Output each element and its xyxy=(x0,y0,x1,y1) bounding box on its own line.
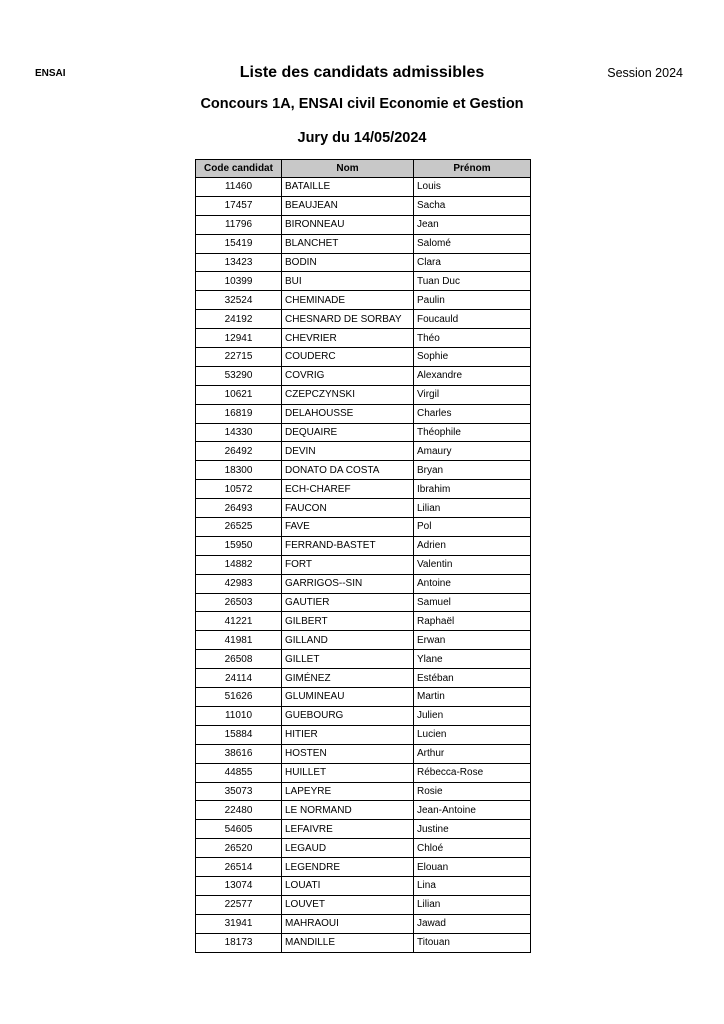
candidate-prenom: Rébecca-Rose xyxy=(414,763,531,782)
candidate-code: 26503 xyxy=(196,593,282,612)
candidate-code: 11796 xyxy=(196,215,282,234)
table-row xyxy=(196,385,531,404)
candidate-prenom: Samuel xyxy=(414,593,531,612)
candidate-code: 26525 xyxy=(196,518,282,537)
candidate-nom: GILLET xyxy=(282,650,414,669)
candidate-code: 42983 xyxy=(196,574,282,593)
candidate-nom: BLANCHET xyxy=(282,234,414,253)
column-header-code: Code candidat xyxy=(196,160,282,178)
candidate-nom: MAHRAOUI xyxy=(282,914,414,933)
candidate-nom: ECH-CHAREF xyxy=(282,480,414,499)
candidate-code: 35073 xyxy=(196,782,282,801)
candidate-code: 38616 xyxy=(196,744,282,763)
candidate-code: 14330 xyxy=(196,423,282,442)
table-row xyxy=(196,291,531,310)
candidate-prenom: Tuan Duc xyxy=(414,272,531,291)
candidate-code: 15884 xyxy=(196,725,282,744)
candidate-nom: LOUATI xyxy=(282,876,414,895)
candidate-code: 26508 xyxy=(196,650,282,669)
table-row xyxy=(196,574,531,593)
candidate-nom: LAPEYRE xyxy=(282,782,414,801)
candidate-nom: FAUCON xyxy=(282,499,414,518)
candidate-code: 32524 xyxy=(196,291,282,310)
candidate-nom: FORT xyxy=(282,555,414,574)
candidate-prenom: Jawad xyxy=(414,914,531,933)
candidate-nom: CHEMINADE xyxy=(282,291,414,310)
table-row xyxy=(196,688,531,707)
candidate-code: 26514 xyxy=(196,858,282,877)
candidate-code: 53290 xyxy=(196,366,282,385)
candidate-nom: BODIN xyxy=(282,253,414,272)
candidate-prenom: Elouan xyxy=(414,858,531,877)
table-row xyxy=(196,499,531,518)
table-row xyxy=(196,744,531,763)
column-header-prenom: Prénom xyxy=(414,160,531,178)
candidate-code: 14882 xyxy=(196,555,282,574)
candidate-prenom: Justine xyxy=(414,820,531,839)
table-row xyxy=(196,593,531,612)
candidate-prenom: Salomé xyxy=(414,234,531,253)
candidate-code: 44855 xyxy=(196,763,282,782)
candidate-code: 18173 xyxy=(196,933,282,952)
candidate-prenom: Jean-Antoine xyxy=(414,801,531,820)
candidate-nom: GLUMINEAU xyxy=(282,688,414,707)
table-row xyxy=(196,933,531,952)
candidate-code: 41221 xyxy=(196,612,282,631)
candidate-prenom: Lina xyxy=(414,876,531,895)
candidate-prenom: Raphaël xyxy=(414,612,531,631)
candidate-nom: CHESNARD DE SORBAY xyxy=(282,310,414,329)
table-row xyxy=(196,839,531,858)
school-label: ENSAI xyxy=(35,68,66,79)
candidate-code: 24114 xyxy=(196,669,282,688)
table-row xyxy=(196,196,531,215)
table-row xyxy=(196,234,531,253)
candidate-code: 22715 xyxy=(196,348,282,367)
candidate-code: 24192 xyxy=(196,310,282,329)
candidate-nom: GUEBOURG xyxy=(282,706,414,725)
table-row xyxy=(196,329,531,348)
table-row xyxy=(196,423,531,442)
table-row xyxy=(196,461,531,480)
table-row xyxy=(196,858,531,877)
candidate-prenom: Chloé xyxy=(414,839,531,858)
candidate-nom: GAUTIER xyxy=(282,593,414,612)
candidate-code: 10399 xyxy=(196,272,282,291)
candidate-code: 15950 xyxy=(196,536,282,555)
candidate-prenom: Charles xyxy=(414,404,531,423)
candidate-prenom: Théo xyxy=(414,329,531,348)
candidate-prenom: Antoine xyxy=(414,574,531,593)
candidate-nom: GILBERT xyxy=(282,612,414,631)
table-row xyxy=(196,348,531,367)
candidate-prenom: Ylane xyxy=(414,650,531,669)
candidate-code: 31941 xyxy=(196,914,282,933)
candidate-code: 22577 xyxy=(196,895,282,914)
candidate-nom: COUDERC xyxy=(282,348,414,367)
candidate-nom: GILLAND xyxy=(282,631,414,650)
candidate-code: 18300 xyxy=(196,461,282,480)
candidate-prenom: Valentin xyxy=(414,555,531,574)
candidate-prenom: Arthur xyxy=(414,744,531,763)
candidate-nom: GIMÉNEZ xyxy=(282,669,414,688)
candidate-nom: LEFAIVRE xyxy=(282,820,414,839)
table-row xyxy=(196,215,531,234)
table-row xyxy=(196,782,531,801)
candidate-prenom: Bryan xyxy=(414,461,531,480)
candidate-code: 11010 xyxy=(196,706,282,725)
candidate-code: 13074 xyxy=(196,876,282,895)
candidate-nom: BEAUJEAN xyxy=(282,196,414,215)
table-row xyxy=(196,801,531,820)
candidate-nom: HUILLET xyxy=(282,763,414,782)
table-header-row xyxy=(196,160,531,178)
candidate-nom: LEGAUD xyxy=(282,839,414,858)
page-title: Liste des candidats admissibles xyxy=(239,64,485,81)
candidate-prenom: Virgil xyxy=(414,385,531,404)
table-row xyxy=(196,612,531,631)
candidate-prenom: Louis xyxy=(414,178,531,197)
table-row xyxy=(196,763,531,782)
table-row xyxy=(196,442,531,461)
candidate-prenom: Amaury xyxy=(414,442,531,461)
candidate-code: 15419 xyxy=(196,234,282,253)
table-row xyxy=(196,820,531,839)
candidate-nom: BIRONNEAU xyxy=(282,215,414,234)
candidate-prenom: Pol xyxy=(414,518,531,537)
candidate-prenom: Alexandre xyxy=(414,366,531,385)
candidate-nom: CZEPCZYNSKI xyxy=(282,385,414,404)
table-row xyxy=(196,895,531,914)
candidate-prenom: Paulin xyxy=(414,291,531,310)
candidate-prenom: Lilian xyxy=(414,499,531,518)
candidate-code: 51626 xyxy=(196,688,282,707)
candidate-nom: DONATO DA COSTA xyxy=(282,461,414,480)
candidate-prenom: Adrien xyxy=(414,536,531,555)
candidate-prenom: Théophile xyxy=(414,423,531,442)
candidate-prenom: Martin xyxy=(414,688,531,707)
candidate-prenom: Estéban xyxy=(414,669,531,688)
table-row xyxy=(196,536,531,555)
candidate-nom: BUI xyxy=(282,272,414,291)
table-row xyxy=(196,650,531,669)
table-row xyxy=(196,404,531,423)
candidate-nom: DELAHOUSSE xyxy=(282,404,414,423)
candidate-nom: HITIER xyxy=(282,725,414,744)
candidate-prenom: Julien xyxy=(414,706,531,725)
candidate-prenom: Rosie xyxy=(414,782,531,801)
table-row xyxy=(196,272,531,291)
candidate-prenom: Jean xyxy=(414,215,531,234)
candidate-code: 11460 xyxy=(196,178,282,197)
candidate-code: 16819 xyxy=(196,404,282,423)
table-row xyxy=(196,366,531,385)
candidate-nom: LE NORMAND xyxy=(282,801,414,820)
table-row xyxy=(196,669,531,688)
candidate-nom: FERRAND-BASTET xyxy=(282,536,414,555)
table-row xyxy=(196,518,531,537)
candidate-nom: CHEVRIER xyxy=(282,329,414,348)
table-row xyxy=(196,253,531,272)
candidate-code: 10621 xyxy=(196,385,282,404)
candidate-prenom: Sacha xyxy=(414,196,531,215)
candidate-prenom: Titouan xyxy=(414,933,531,952)
table-row xyxy=(196,310,531,329)
candidate-prenom: Erwan xyxy=(414,631,531,650)
candidate-nom: LOUVET xyxy=(282,895,414,914)
column-header-nom: Nom xyxy=(282,160,414,178)
table-row xyxy=(196,914,531,933)
candidate-code: 10572 xyxy=(196,480,282,499)
candidate-nom: MANDILLE xyxy=(282,933,414,952)
candidate-nom: LEGENDRE xyxy=(282,858,414,877)
candidate-nom: DEVIN xyxy=(282,442,414,461)
candidate-code: 41981 xyxy=(196,631,282,650)
candidate-nom: BATAILLE xyxy=(282,178,414,197)
candidate-prenom: Lilian xyxy=(414,895,531,914)
candidate-prenom: Foucauld xyxy=(414,310,531,329)
candidate-nom: GARRIGOS--SIN xyxy=(282,574,414,593)
jury-date: Jury du 14/05/2024 xyxy=(297,130,427,146)
candidate-code: 26493 xyxy=(196,499,282,518)
session-label: Session 2024 xyxy=(607,66,683,80)
candidate-prenom: Ibrahim xyxy=(414,480,531,499)
candidate-code: 17457 xyxy=(196,196,282,215)
candidate-code: 12941 xyxy=(196,329,282,348)
table-row xyxy=(196,631,531,650)
candidate-prenom: Sophie xyxy=(414,348,531,367)
table-row xyxy=(196,706,531,725)
candidate-nom: DEQUAIRE xyxy=(282,423,414,442)
table-row xyxy=(196,480,531,499)
candidate-prenom: Clara xyxy=(414,253,531,272)
candidate-nom: FAVE xyxy=(282,518,414,537)
table-row xyxy=(196,555,531,574)
candidate-nom: HOSTEN xyxy=(282,744,414,763)
table-row xyxy=(196,725,531,744)
candidate-code: 26492 xyxy=(196,442,282,461)
contest-subtitle: Concours 1A, ENSAI civil Economie et Gestion xyxy=(200,96,524,112)
candidate-code: 22480 xyxy=(196,801,282,820)
candidate-nom: COVRIG xyxy=(282,366,414,385)
table-row xyxy=(196,178,531,197)
candidates-table xyxy=(195,159,531,953)
candidate-code: 13423 xyxy=(196,253,282,272)
candidate-code: 26520 xyxy=(196,839,282,858)
candidate-code: 54605 xyxy=(196,820,282,839)
candidate-prenom: Lucien xyxy=(414,725,531,744)
table-row xyxy=(196,876,531,895)
